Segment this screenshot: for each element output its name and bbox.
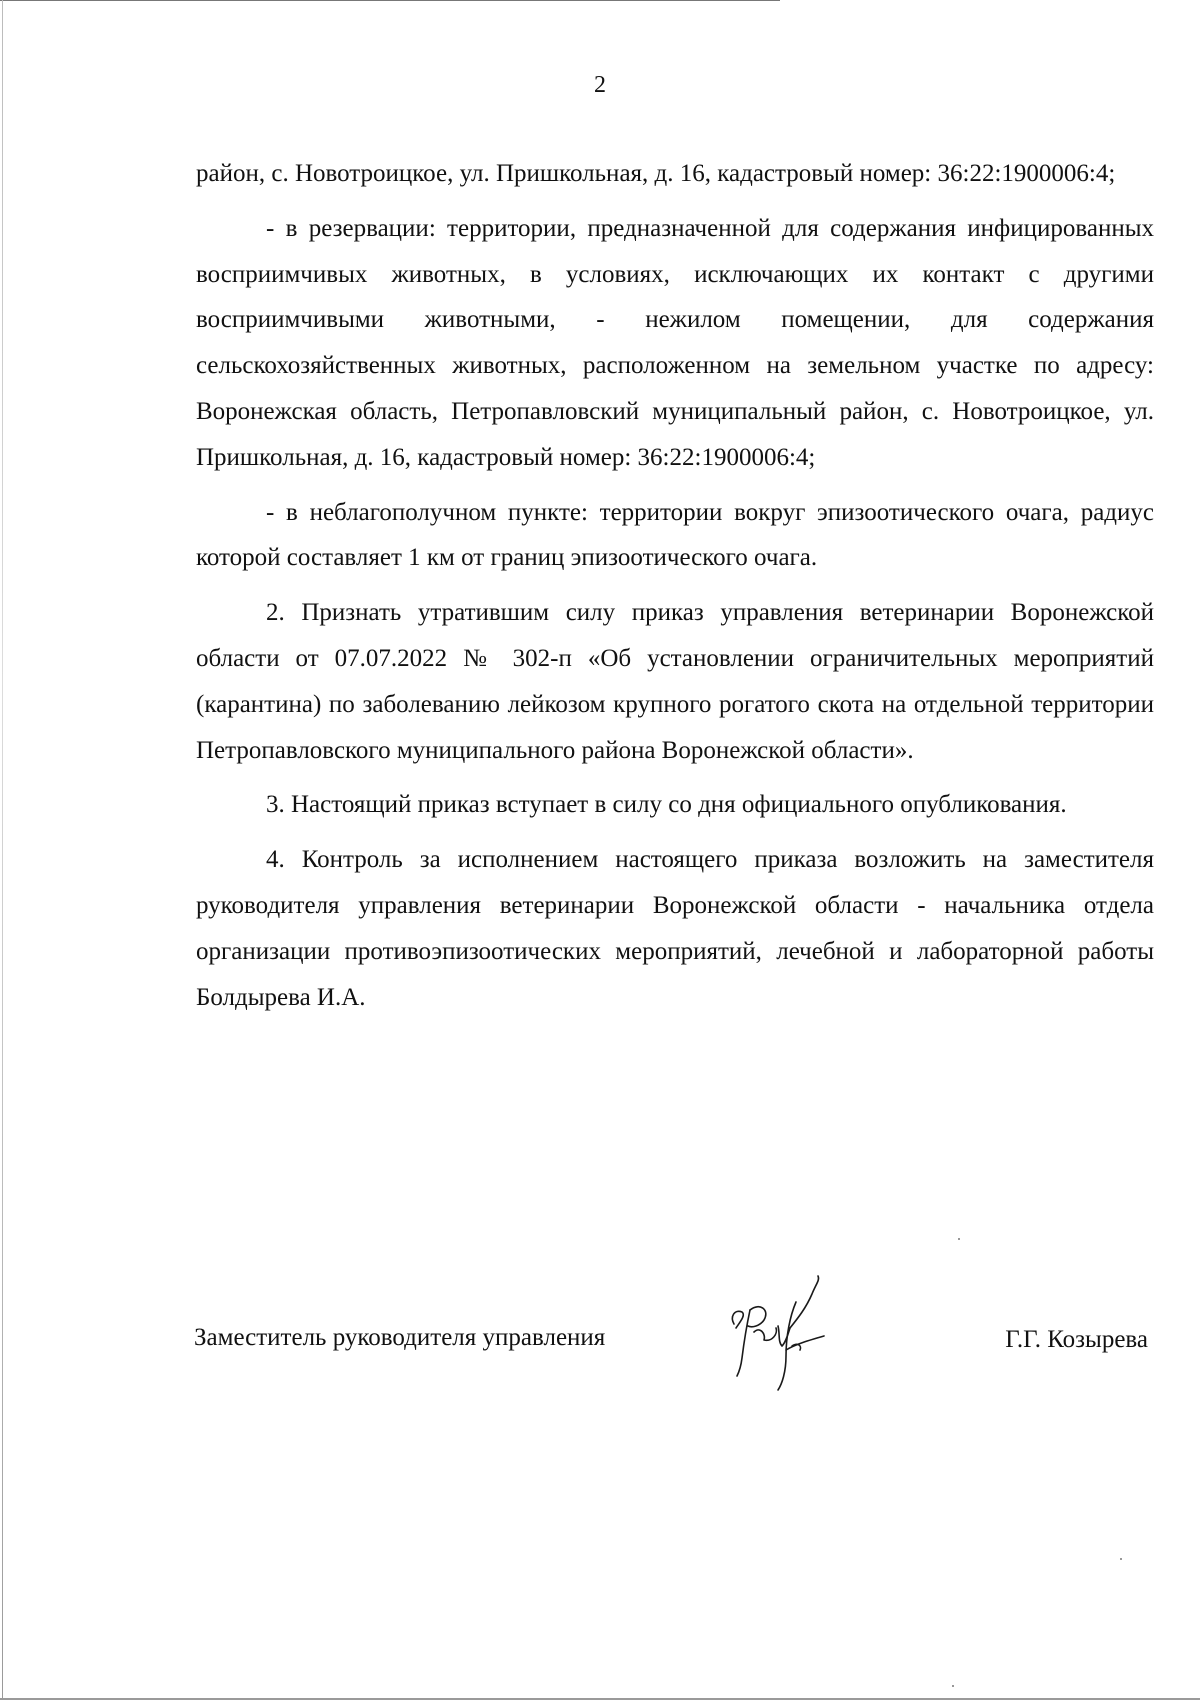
- paragraph-reservation: - в резервации: территории, предназначенной для содержания инфицированных восприимчивых животных, в условиях, исключающих их контакт с другими восприимчивыми животными, - нежилом помещении, для содержания сельскохозяйственных животных, расположенном на земельном участке по адресу: Воронежская область, Петропавловский муниципальный район, с. Новотроицкое, ул. Пришкольная, д. 16, кадастровый номер: 36:22:1900006:4;: [196, 214, 1154, 471]
- paragraph-item-4: 4. Контроль за исполнением настоящего приказа возложить на заместителя руководителя управления ветеринарии Воронежской области - начальника отдела организации противоэпизоотических мероприятий, лечебной и лабораторной работы Болдырева И.А.: [196, 846, 1154, 1011]
- paragraph-item-3: 3. Настоящий приказ вступает в силу со дня официального опубликования.: [266, 791, 1067, 819]
- paragraph-unfavorable-point: - в неблагополучном пункте: территории вокруг эпизоотического очага, радиус которой составляет 1 км от границ эпизоотического очага.: [196, 498, 1154, 572]
- signatory-position: Заместитель руководителя управления: [194, 1324, 606, 1351]
- signature-block: [194, 1318, 1154, 1358]
- scan-edge-top: [0, 0, 780, 1]
- document-body: [196, 151, 1154, 1020]
- page-number: 2: [594, 72, 606, 98]
- paragraph-item-2: 2. Признать утратившим силу приказ управления ветеринарии Воронежской области от 07.07.2022 № 302-п «Об установлении ограничительных мероприятий (карантина) по заболеванию лейкозом крупного рогатого скота на отдельной территории Петропавловского муниципального района Воронежской области».: [196, 599, 1154, 764]
- signatory-name: Г.Г. Козырева: [1005, 1326, 1148, 1353]
- scan-speck: [958, 1238, 960, 1240]
- paragraph-address-continuation: район, с. Новотроицкое, ул. Пришкольная, д. 16, кадастровый номер: 36:22:1900006:4;: [196, 160, 1116, 187]
- scan-edge-left: [2, 0, 3, 1700]
- handwritten-signature: [720, 1262, 900, 1402]
- scan-speck: [952, 1685, 954, 1687]
- scan-speck: [1120, 1558, 1122, 1560]
